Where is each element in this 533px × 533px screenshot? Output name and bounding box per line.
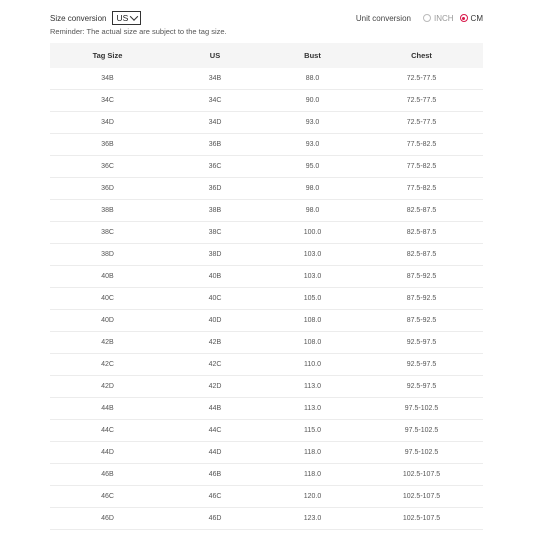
table-row xyxy=(50,398,483,420)
cell-bust: 110.0 xyxy=(304,361,321,368)
cell-tag-size: 34D xyxy=(101,119,114,126)
table-row xyxy=(50,310,483,332)
table-row xyxy=(50,68,483,90)
cell-us: 34D xyxy=(208,119,222,126)
cell-tag-size: 42C xyxy=(101,361,114,368)
table-row xyxy=(50,112,483,134)
table-row xyxy=(50,244,483,266)
cell-tag-size: 44C xyxy=(101,427,114,434)
size-table xyxy=(50,43,483,530)
table-row xyxy=(50,178,483,200)
cell-bust: 113.0 xyxy=(304,405,321,412)
cell-bust: 103.0 xyxy=(303,251,322,258)
size-conversion xyxy=(50,11,141,25)
cell-us: 42C xyxy=(208,361,222,368)
cell-bust: 113.0 xyxy=(304,383,321,390)
table-row xyxy=(50,156,483,178)
cell-bust: 90.0 xyxy=(305,97,320,104)
size-conversion-label: Size conversion xyxy=(50,13,107,23)
table-row xyxy=(50,332,483,354)
cell-tag-size: 36C xyxy=(101,163,114,170)
cell-bust: 88.0 xyxy=(305,75,320,82)
unit-conversion-label: Unit conversion xyxy=(355,13,411,23)
cell-bust: 100.0 xyxy=(303,229,322,236)
cell-tag-size: 42B xyxy=(101,339,114,346)
cell-tag-size: 46D xyxy=(101,515,114,522)
radio-cm-icon[interactable] xyxy=(460,14,468,22)
table-row xyxy=(50,464,483,486)
radio-inch-icon[interactable] xyxy=(423,14,431,22)
cell-bust: 115.0 xyxy=(304,427,321,434)
cell-tag-size: 38D xyxy=(101,251,114,258)
cell-chest: 97.5-102.5 xyxy=(404,405,439,412)
cell-chest: 102.5-107.5 xyxy=(402,515,441,522)
cell-bust: 98.0 xyxy=(305,207,320,214)
cell-tag-size: 44D xyxy=(101,449,114,456)
cell-bust: 93.0 xyxy=(305,119,320,126)
cell-us: 42D xyxy=(208,383,222,390)
cell-bust: 95.0 xyxy=(305,163,320,170)
size-conversion-value: US xyxy=(116,13,129,23)
cell-chest: 92.5-97.5 xyxy=(406,383,437,390)
cell-chest: 82.5-87.5 xyxy=(406,207,437,214)
cell-us: 38C xyxy=(208,229,222,236)
cell-tag-size: 46B xyxy=(101,471,114,478)
cell-tag-size: 36D xyxy=(101,185,114,192)
cell-chest: 92.5-97.5 xyxy=(406,361,437,368)
unit-option-cm[interactable] xyxy=(460,14,483,23)
cell-us: 36B xyxy=(208,141,222,148)
cell-us: 44B xyxy=(208,405,222,412)
header-us: US xyxy=(209,51,221,60)
table-row xyxy=(50,288,483,310)
cell-us: 40B xyxy=(208,273,222,280)
cell-chest: 82.5-87.5 xyxy=(406,229,437,236)
header-bust: Bust xyxy=(304,51,321,60)
table-row xyxy=(50,376,483,398)
cell-bust: 108.0 xyxy=(303,317,322,324)
table-row xyxy=(50,354,483,376)
size-conversion-select[interactable] xyxy=(112,11,141,25)
cell-bust: 118.0 xyxy=(304,449,321,456)
cell-us: 34C xyxy=(208,97,222,104)
chevron-down-icon xyxy=(130,12,138,20)
table-row xyxy=(50,508,483,530)
cell-tag-size: 40D xyxy=(101,317,114,324)
cell-bust: 118.0 xyxy=(304,471,321,478)
cell-chest: 97.5-102.5 xyxy=(404,427,439,434)
cell-us: 36D xyxy=(208,185,222,192)
unit-conversion xyxy=(356,14,483,23)
table-row xyxy=(50,420,483,442)
cell-tag-size: 44B xyxy=(101,405,114,412)
header-chest: Chest xyxy=(411,51,432,60)
unit-option-cm-label: CM xyxy=(470,13,483,23)
cell-tag-size: 34B xyxy=(101,75,114,82)
cell-chest: 77.5-82.5 xyxy=(406,163,437,170)
cell-chest: 102.5-107.5 xyxy=(402,493,441,500)
cell-bust: 108.0 xyxy=(303,339,322,346)
cell-us: 40D xyxy=(208,317,222,324)
cell-chest: 77.5-82.5 xyxy=(406,141,437,148)
top-bar xyxy=(50,9,483,27)
cell-chest: 92.5-97.5 xyxy=(406,339,437,346)
table-header xyxy=(50,43,483,68)
table-row xyxy=(50,486,483,508)
table-row xyxy=(50,134,483,156)
unit-option-inch-label: INCH xyxy=(433,13,454,23)
cell-chest: 82.5-87.5 xyxy=(406,251,437,258)
cell-bust: 98.0 xyxy=(305,185,320,192)
cell-us: 44C xyxy=(208,427,222,434)
cell-us: 34B xyxy=(208,75,222,82)
cell-us: 46B xyxy=(208,471,222,478)
cell-chest: 72.5-77.5 xyxy=(406,75,437,82)
cell-bust: 103.0 xyxy=(303,273,322,280)
unit-option-inch[interactable] xyxy=(423,14,454,23)
cell-chest: 72.5-77.5 xyxy=(406,97,437,104)
cell-chest: 77.5-82.5 xyxy=(406,185,437,192)
cell-us: 46D xyxy=(208,515,222,522)
table-row xyxy=(50,90,483,112)
cell-chest: 87.5-92.5 xyxy=(406,295,437,302)
cell-us: 44D xyxy=(208,449,222,456)
header-tag-size: Tag Size xyxy=(92,51,123,60)
cell-us: 46C xyxy=(208,493,222,500)
cell-chest: 72.5-77.5 xyxy=(406,119,437,126)
cell-tag-size: 46C xyxy=(101,493,114,500)
cell-us: 38B xyxy=(208,207,222,214)
table-body xyxy=(50,68,483,530)
cell-us: 40C xyxy=(208,295,222,302)
cell-tag-size: 36B xyxy=(101,141,114,148)
cell-us: 38D xyxy=(208,251,222,258)
cell-chest: 87.5-92.5 xyxy=(406,317,437,324)
table-row xyxy=(50,442,483,464)
cell-chest: 87.5-92.5 xyxy=(406,273,437,280)
cell-tag-size: 34C xyxy=(101,97,114,104)
cell-tag-size: 40B xyxy=(101,273,114,280)
cell-bust: 93.0 xyxy=(305,141,320,148)
cell-tag-size: 38C xyxy=(101,229,114,236)
cell-tag-size: 38B xyxy=(101,207,114,214)
cell-bust: 120.0 xyxy=(303,493,322,500)
table-row xyxy=(50,200,483,222)
cell-us: 42B xyxy=(208,339,222,346)
cell-chest: 97.5-102.5 xyxy=(404,449,439,456)
cell-chest: 102.5-107.5 xyxy=(402,471,441,478)
reminder-text: Reminder: The actual size are subject to the tag size. xyxy=(50,27,227,36)
table-row xyxy=(50,266,483,288)
cell-us: 36C xyxy=(208,163,222,170)
cell-tag-size: 42D xyxy=(101,383,114,390)
cell-bust: 105.0 xyxy=(303,295,322,302)
table-row xyxy=(50,222,483,244)
cell-bust: 123.0 xyxy=(303,515,322,522)
cell-tag-size: 40C xyxy=(101,295,114,302)
